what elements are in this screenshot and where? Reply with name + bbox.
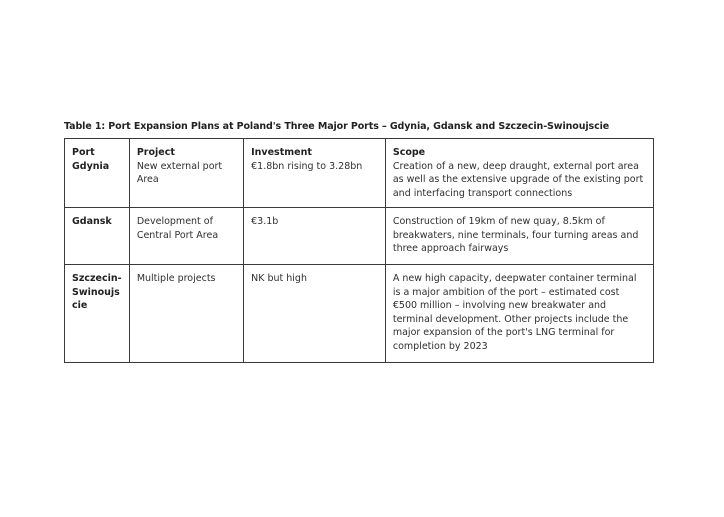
scope-cell xyxy=(385,265,653,363)
table-row xyxy=(65,139,654,208)
project-cell xyxy=(129,265,243,363)
scope-header: Scope xyxy=(392,147,426,158)
port-cell xyxy=(65,139,130,208)
port-cell xyxy=(65,208,130,265)
project-cell xyxy=(129,139,243,208)
port-expansion-table xyxy=(64,138,654,363)
investment-cell xyxy=(244,265,386,363)
investment-value: €3.1b xyxy=(251,216,279,227)
investment-cell xyxy=(244,139,386,208)
investment-value: €1.8bn rising to 3.28bn xyxy=(251,160,363,172)
scope-cell xyxy=(385,139,653,208)
project-cell xyxy=(129,208,243,265)
port-name: Gdynia xyxy=(72,160,110,172)
scope-value: Creation of a new, deep draught, external port area as well as the extensive upgrade of the existing port and interfacing transport connections xyxy=(392,160,644,199)
table-caption: Table 1: Port Expansion Plans at Poland's Three Major Ports – Gdynia, Gdansk and Szczecin-Swinoujscie xyxy=(64,121,610,132)
project-value: Multiple projects xyxy=(136,273,216,284)
investment-cell xyxy=(244,208,386,265)
project-header: Project xyxy=(136,147,175,158)
project-value: Development of Central Port Area xyxy=(136,216,219,241)
table-row xyxy=(65,265,654,363)
port-header: Port xyxy=(72,147,95,158)
project-value: New external port Area xyxy=(136,160,223,185)
port-name: Szczecin-Swinoujscie xyxy=(72,273,122,311)
scope-cell xyxy=(385,208,653,265)
investment-header: Investment xyxy=(251,147,312,158)
table-row xyxy=(65,208,654,265)
investment-value: NK but high xyxy=(251,273,307,284)
scope-value: Construction of 19km of new quay, 8.5km of breakwaters, nine terminals, four turning areas and three approach fairways xyxy=(392,216,639,254)
scope-value: A new high capacity, deepwater container terminal is a major ambition of the port – estimated cost €500 million – involving new breakwater and terminal development. Other projects include the major expansion of the port's LNG terminal for completion by 2023 xyxy=(392,273,637,352)
port-cell xyxy=(65,265,130,363)
port-name: Gdansk xyxy=(72,216,112,227)
